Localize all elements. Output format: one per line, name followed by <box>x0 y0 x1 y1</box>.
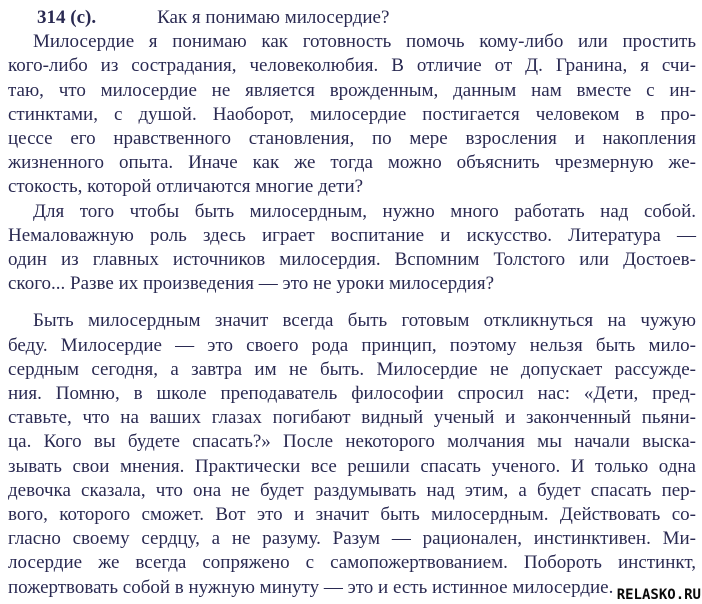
text-line: жизненного опыта. Иначе как же тогда можно объяснить чрезмерную же- <box>8 152 696 174</box>
text-line: ского... Разве их произведения — это не уроки милосердия? <box>8 273 495 295</box>
text-line: ца. Кого вы будете спасать?» После некоторого молчания мы начали выска- <box>8 431 696 453</box>
text-line: цессе его нравственного становления, по мере взросления и накопления <box>8 128 696 150</box>
essay-title: Как я понимаю милосердие? <box>157 7 390 28</box>
text-line: зывать свои мнения. Практически все решили спасать ученого. И только одна <box>8 455 696 477</box>
exercise-heading <box>8 6 696 30</box>
text-line: Быть милосердным значит всегда быть готовым откликнуться на чужую <box>33 310 696 332</box>
text-line: Немаловажную роль здесь играет воспитание и искусство. Литература — <box>8 224 696 246</box>
text-line: гласно своему сердцу, а не разуму. Разум — рационален, инстинктивен. Ми- <box>8 528 696 550</box>
text-line: девочка сказала, что она не будет раздумывать над этим, а будет спасать пер- <box>8 479 696 501</box>
text-line: стинктами, с душой. Наоборот, милосердие постигается человеком в про- <box>8 103 696 125</box>
text-line: Милосердие я понимаю как готовность помочь кому-либо или простить <box>33 31 696 53</box>
paragraph <box>8 30 696 199</box>
text-line: один из главных источников милосердия. Вспомним Толстого или Достоев- <box>8 249 696 271</box>
text-line: лосердие же всегда сопряжено с самопожертвованием. Побороть инстинкт, <box>8 552 696 574</box>
text-line: сердным сегодня, а завтра им не быть. Милосердие не допускает рассужде- <box>8 358 696 380</box>
text-line: ставьте, что на ваших глазах погибают видный ученый и законченный пьяни- <box>8 407 696 429</box>
text-line: кого-либо из сострадания, человеколюбия. В отличие от Д. Гранина, я счи- <box>8 55 696 77</box>
text-line: пожертвовать собой в нужную минуту — это и есть истинное милосердие. <box>8 576 614 598</box>
essay-body <box>8 30 696 600</box>
text-line: вого, которого сможет. Вот это и значит быть милосердным. Действовать со- <box>8 504 696 526</box>
paragraph <box>8 200 696 297</box>
text-line: беду. Милосердие — это своего рода принцип, поэтому нельзя быть мило- <box>8 334 696 356</box>
text-line: стокость, которой отличаются многие дети? <box>8 176 364 198</box>
text-line: таю, что милосердие не является врожденным, данным нам вместе с ин- <box>8 79 696 101</box>
exercise-number: 314 (с). <box>37 7 97 28</box>
paragraph <box>8 309 696 599</box>
site-watermark: RELASKO.RU <box>616 587 701 603</box>
text-line: Для того чтобы быть милосердным, нужно много работать над собой. <box>33 200 696 222</box>
text-line: ния. Помню, в школе преподаватель философии спросил нас: «Дети, пред- <box>8 383 696 405</box>
